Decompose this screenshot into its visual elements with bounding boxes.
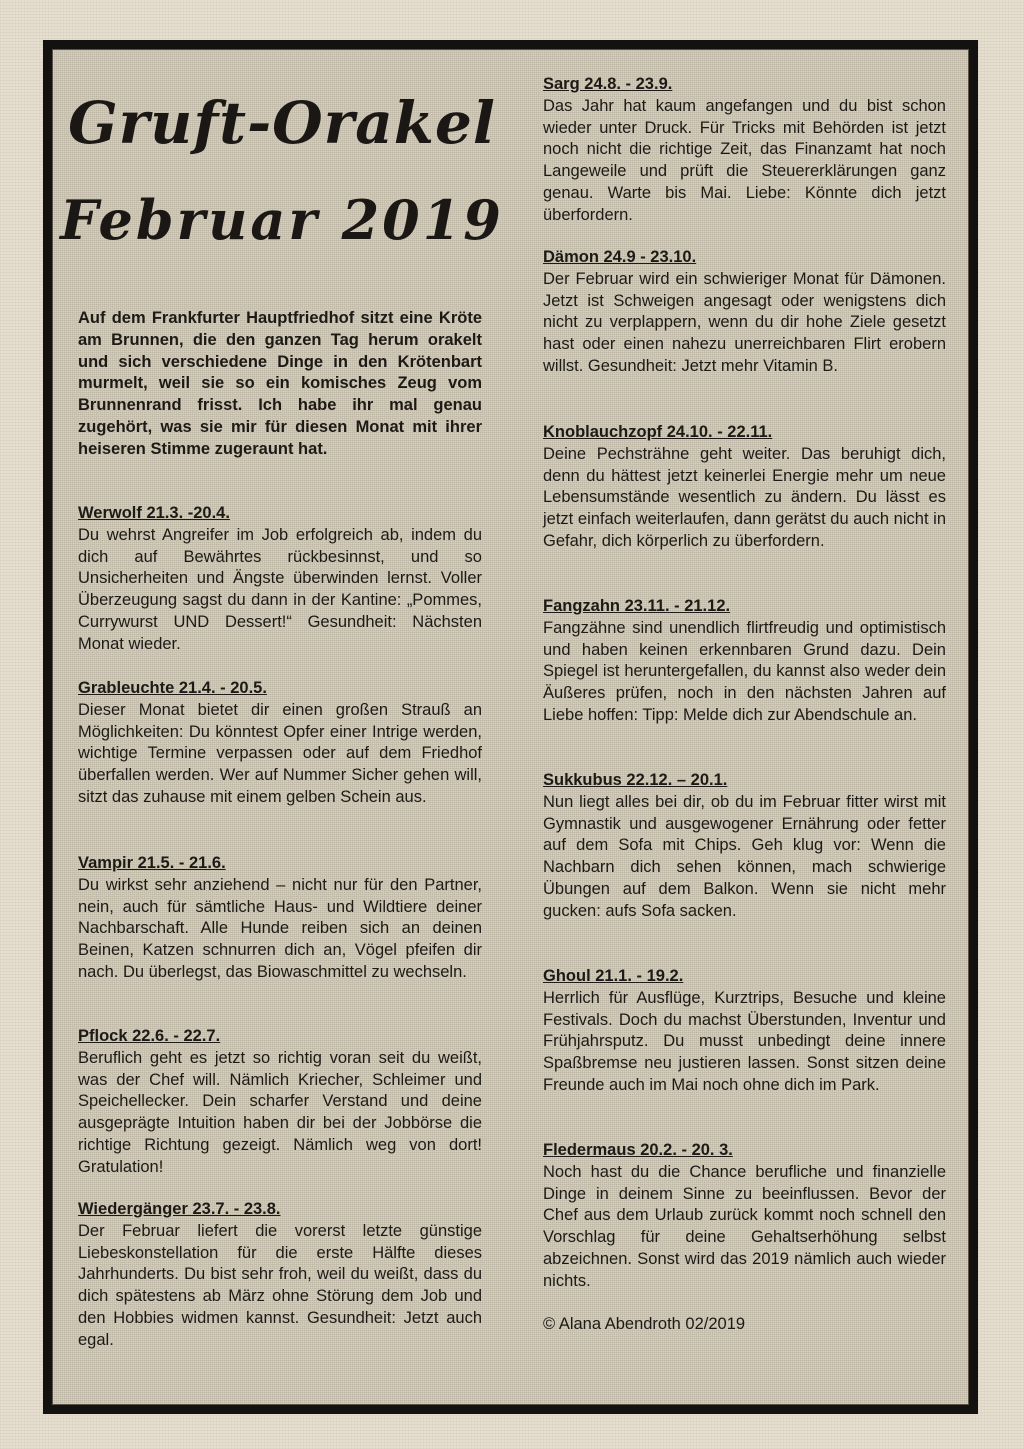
horoscope-grableuchte (78, 678, 482, 809)
section-text: Herrlich für Ausflüge, Kurztrips, Besuche und kleine Festivals. Doch du machst Überstunden, Inventur und Frühjahrsputz. Du musst unbedingt deine innere Spaßbremse neu justieren lassen. Sonst sitzen deine Freunde auch im Mai noch ohne dich im Park. (543, 988, 946, 1094)
horoscope-vampir (78, 853, 482, 984)
section-text: Du wehrst Angreifer im Job erfolgreich ab, indem du dich auf Bewährtes rückbesinnst, und so Unsicherheiten und Ängste überwinden lernst. Voller Überzeugung sagst du dann in der Kantine: „Pommes, Currywurst UND Dessert!“ Gesundheit: Nächsten Monat wieder. (78, 525, 482, 653)
intro-paragraph: Auf dem Frankfurter Hauptfriedhof sitzt eine Kröte am Brunnen, die den ganzen Tag herum orakelt und sich verschiedene Dinge in den Krötenbart murmelt, weil sie so ein komisches Zeug vom Brunnenrand frisst. Ich habe ihr mal genau zugehört, was sie mir für diesen Monat mit ihrer heiseren Stimme zugeraunt hat. (78, 309, 482, 458)
horoscope-ghoul (543, 966, 946, 1097)
horoscope-knoblauchzopf (543, 422, 946, 553)
section-heading: Sukkubus 22.12. – 20.1. (543, 771, 728, 789)
page-title: Gruft-Orakel (68, 89, 496, 157)
section-text: Der Februar wird ein schwieriger Monat für Dämonen. Jetzt ist Schweigen angesagt oder wenigstens dich nicht zu verplappern, wenn du dir hohe Ziele gesetzt hast oder einen nahezu unerreichbaren Flirt erobern willst. Gesundheit: Jetzt mehr Vitamin B. (543, 269, 946, 375)
horoscope-werwolf (78, 503, 482, 656)
horoscope-sukkubus (543, 770, 946, 923)
copyright-notice: © Alana Abendroth 02/2019 (543, 1315, 746, 1333)
section-heading: Werwolf 21.3. -20.4. (78, 504, 230, 522)
section-text: Beruflich geht es jetzt so richtig voran seit du weißt, was der Chef will. Nämlich Kriecher, Schleimer und Speichellecker. Dein scharfer Verstand und deine ausgeprägte Intuition haben dir bei der Jobbörse die richtige Richtung gezeigt. Nämlich weg von dort! Gratulation! (78, 1048, 482, 1176)
section-heading: Sarg 24.8. - 23.9. (543, 75, 673, 93)
section-text: Noch hast du die Chance berufliche und finanzielle Dinge in deinem Sinne zu beeinflussen. Bevor der Chef aus dem Urlaub zurück kommt noch schnell den Vorschlag für deine Gehaltserhöhung selbst abzeichnen. Sonst wird das 2019 nämlich auch wieder nichts. (543, 1162, 946, 1290)
section-heading: Knoblauchzopf 24.10. - 22.11. (543, 423, 773, 441)
section-text: Fangzähne sind unendlich flirtfreudig und optimistisch und haben keinen erkennbaren Grund dazu. Dein Spiegel ist heruntergefallen, du kannst also weder dein Äußeres prüfen, noch in den nächsten Jahren auf Liebe hoffen: Tipp: Melde dich zur Abendschule an. (543, 618, 946, 724)
section-heading: Fledermaus 20.2. - 20. 3. (543, 1141, 733, 1159)
section-text: Du wirkst sehr anziehend – nicht nur für den Partner, nein, auch für sämtliche Haus- und Wildtiere deiner Nachbarschaft. Alle Hunde reiben sich an deinen Beinen, Katzen schnurren dich an, Vögel pfeifen dir nach. Du überlegst, das Biowaschmittel zu wechseln. (78, 875, 482, 981)
section-heading: Ghoul 21.1. - 19.2. (543, 967, 684, 985)
horoscope-wiedergaenger (78, 1199, 482, 1352)
section-heading: Wiedergänger 23.7. - 23.8. (78, 1200, 281, 1218)
section-text: Das Jahr hat kaum angefangen und du bist schon wieder unter Druck. Für Tricks mit Behörden ist jetzt noch nicht die richtige Zeit, das Finanzamt hat noch Langeweile und prüft die Steuererklärungen ganz genau. Warte bis Mai. Liebe: Könnte dich jetzt überfordern. (543, 96, 946, 224)
section-heading: Grableuchte 21.4. - 20.5. (78, 679, 267, 697)
section-heading: Vampir 21.5. - 21.6. (78, 854, 226, 872)
section-heading: Pflock 22.6. - 22.7. (78, 1027, 221, 1045)
section-heading: Dämon 24.9 - 23.10. (543, 248, 697, 266)
section-text: Nun liegt alles bei dir, ob du im Februar fitter wirst mit Gymnastik und ausgewogener Ernährung oder fetter auf dem Sofa mit Chips. Geh klug vor: Wenn die Nachbarn dich sehen können, mach schwierige Übungen auf dem Balkon. Wenn sie nicht mehr gucken: aufs Sofa sacken. (543, 792, 946, 920)
horoscope-sarg (543, 74, 946, 227)
horoscope-pflock (78, 1026, 482, 1179)
section-text: Der Februar liefert die vorerst letzte günstige Liebeskonstellation für die erste Hälfte dieses Jahrhunderts. Du bist sehr froh, weil du weißt, dass du dich spätestens ab März ohne Störung dem Job und den Hobbies widmen kannst. Gesundheit: Jetzt auch egal. (78, 1221, 482, 1349)
section-text: Deine Pechsträhne geht weiter. Das beruhigt dich, denn du hättest jetzt keinerlei Energie mehr um neue Lebensumstände wesentlich zu ändern. Du lässt es jetzt einfach weiterlaufen, dann gerätst du auch nicht in Gefahr, dich körperlich zu überfordern. (543, 444, 946, 550)
horoscope-daemon (543, 247, 946, 378)
section-heading: Fangzahn 23.11. - 21.12. (543, 597, 731, 615)
horoscope-fangzahn (543, 596, 946, 727)
section-text: Dieser Monat bietet dir einen großen Strauß an Möglichkeiten: Du könntest Opfer einer Intrige werden, wichtige Termine verpassen oder auf dem Friedhof überfallen werden. Wer auf Nummer Sicher gehen will, sitzt das zuhause mit einem gelben Schein aus. (78, 700, 482, 806)
page-subtitle: Februar 2019 (60, 188, 504, 252)
horoscope-fledermaus (543, 1140, 946, 1293)
